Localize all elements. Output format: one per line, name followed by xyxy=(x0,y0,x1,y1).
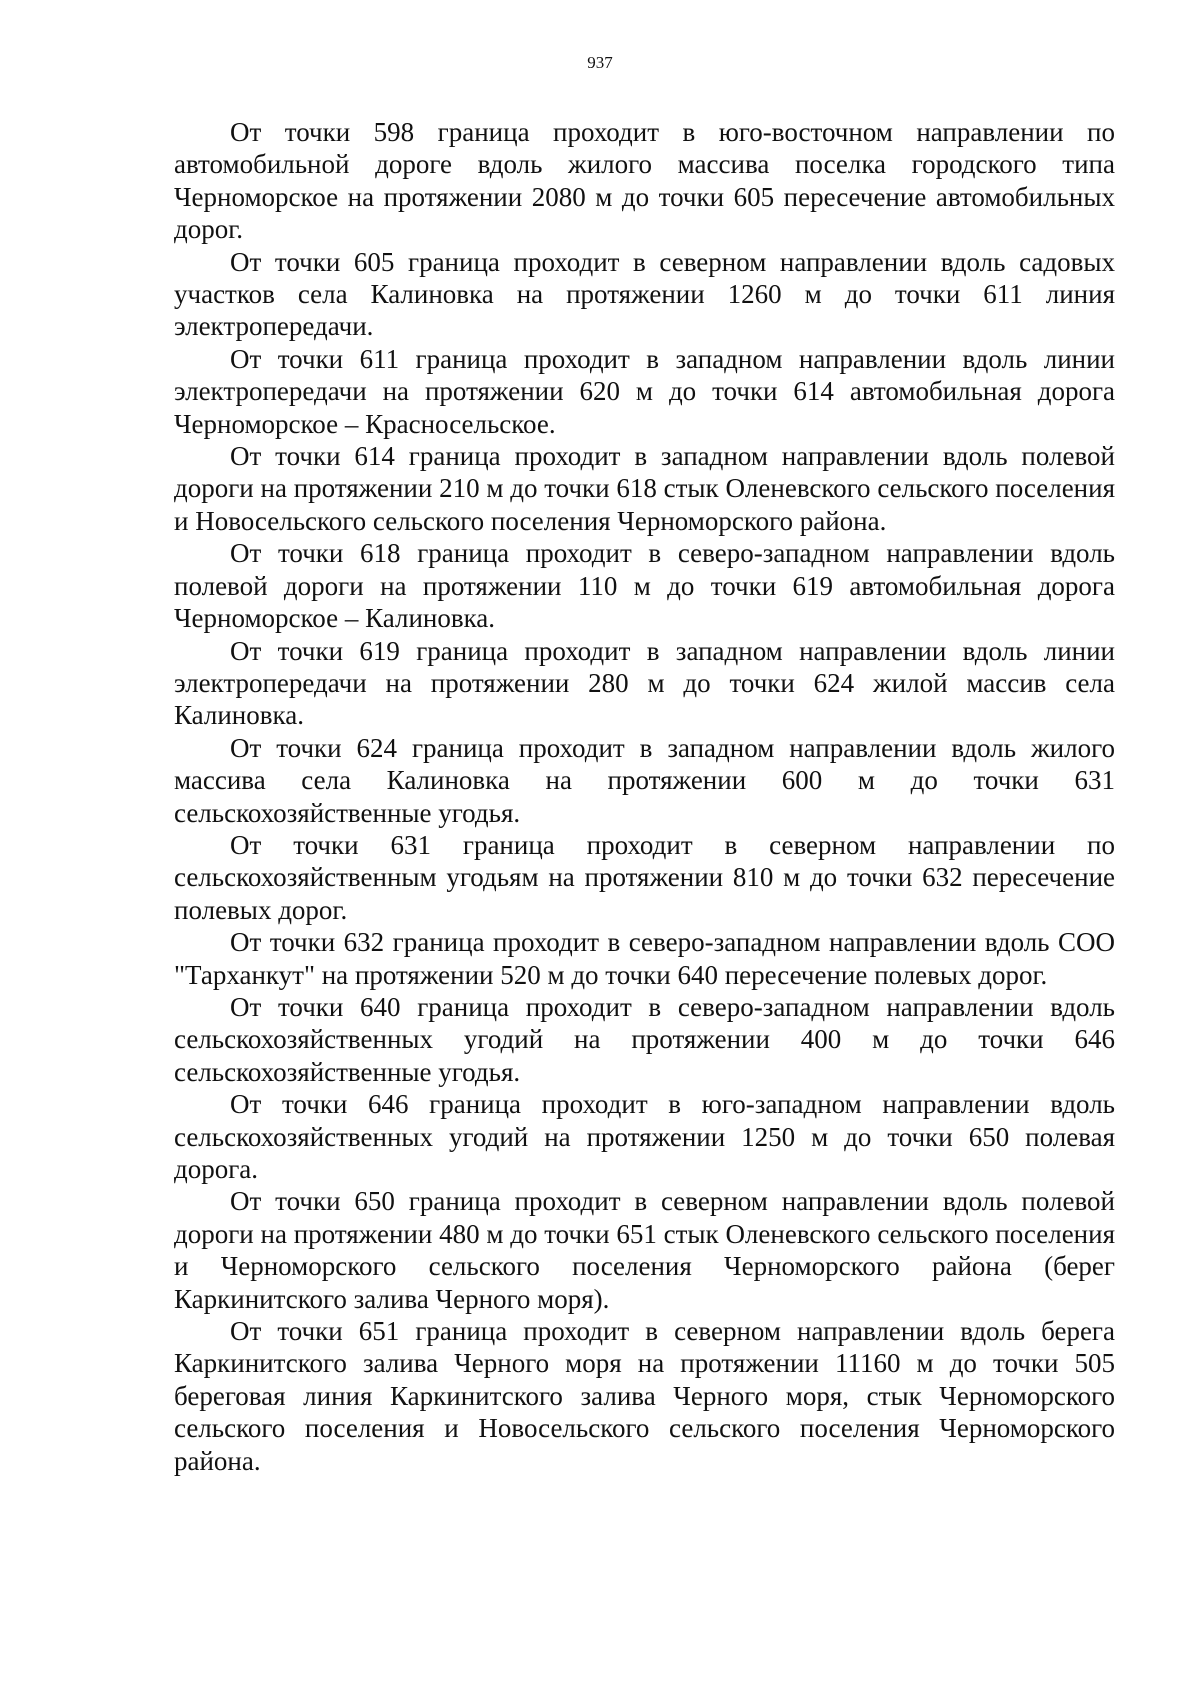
document-body xyxy=(174,116,1115,1477)
paragraph: От точки 618 граница проходит в северо-западном направлении вдоль полевой дороги на протяжении 110 м до точки 619 автомобильная дорога Черноморское – Калиновка. xyxy=(174,538,1115,634)
paragraph: От точки 631 граница проходит в северном направлении по сельскохозяйственным угодьям на протяжении 810 м до точки 632 пересечение полевых дорог. xyxy=(174,829,1115,925)
paragraph: От точки 605 граница проходит в северном направлении вдоль садовых участков села Калиновка на протяжении 1260 м до точки 611 линия электропередачи. xyxy=(174,246,1115,342)
paragraph: От точки 650 граница проходит в северном направлении вдоль полевой дороги на протяжении 480 м до точки 651 стык Оленевского сельского поселения и Черноморского сельского поселения Черноморского района (берег Каркинитского залива Черного моря). xyxy=(174,1186,1115,1314)
paragraph: От точки 640 граница проходит в северо-западном направлении вдоль сельскохозяйственных угодий на протяжении 400 м до точки 646 сельскохозяйственные угодья. xyxy=(174,991,1115,1087)
paragraph: От точки 598 граница проходит в юго-восточном направлении по автомобильной дороге вдоль жилого массива поселка городского типа Черноморское на протяжении 2080 м до точки 605 пересечение автомобильных дорог. xyxy=(174,117,1115,245)
paragraph: От точки 614 граница проходит в западном направлении вдоль полевой дороги на протяжении 210 м до точки 618 стык Оленевского сельского поселения и Новосельского сельского поселения Черноморского района. xyxy=(174,441,1115,536)
paragraph: От точки 619 граница проходит в западном направлении вдоль линии электропередачи на протяжении 280 м до точки 624 жилой массив села Калиновка. xyxy=(174,635,1115,731)
page-number: 937 xyxy=(587,53,613,72)
paragraph: От точки 611 граница проходит в западном направлении вдоль линии электропередачи на протяжении 620 м до точки 614 автомобильная дорога Черноморское – Красносельское. xyxy=(174,343,1115,439)
paragraph: От точки 646 граница проходит в юго-западном направлении вдоль сельскохозяйственных угодий на протяжении 1250 м до точки 650 полевая дорога. xyxy=(174,1089,1115,1184)
paragraph: От точки 632 граница проходит в северо-западном направлении вдоль СОО "Тарханкут" на протяжении 520 м до точки 640 пересечение полевых дорог. xyxy=(174,927,1115,990)
paragraph: От точки 651 граница проходит в северном направлении вдоль берега Каркинитского залива Черного моря на протяжении 11160 м до точки 505 береговая линия Каркинитского залива Черного моря, стык Черноморского сельского поселения и Новосельского сельского поселения Черноморского района. xyxy=(174,1316,1115,1476)
paragraph: От точки 624 граница проходит в западном направлении вдоль жилого массива села Калиновка на протяжении 600 м до точки 631 сельскохозяйственные угодья. xyxy=(174,732,1115,828)
